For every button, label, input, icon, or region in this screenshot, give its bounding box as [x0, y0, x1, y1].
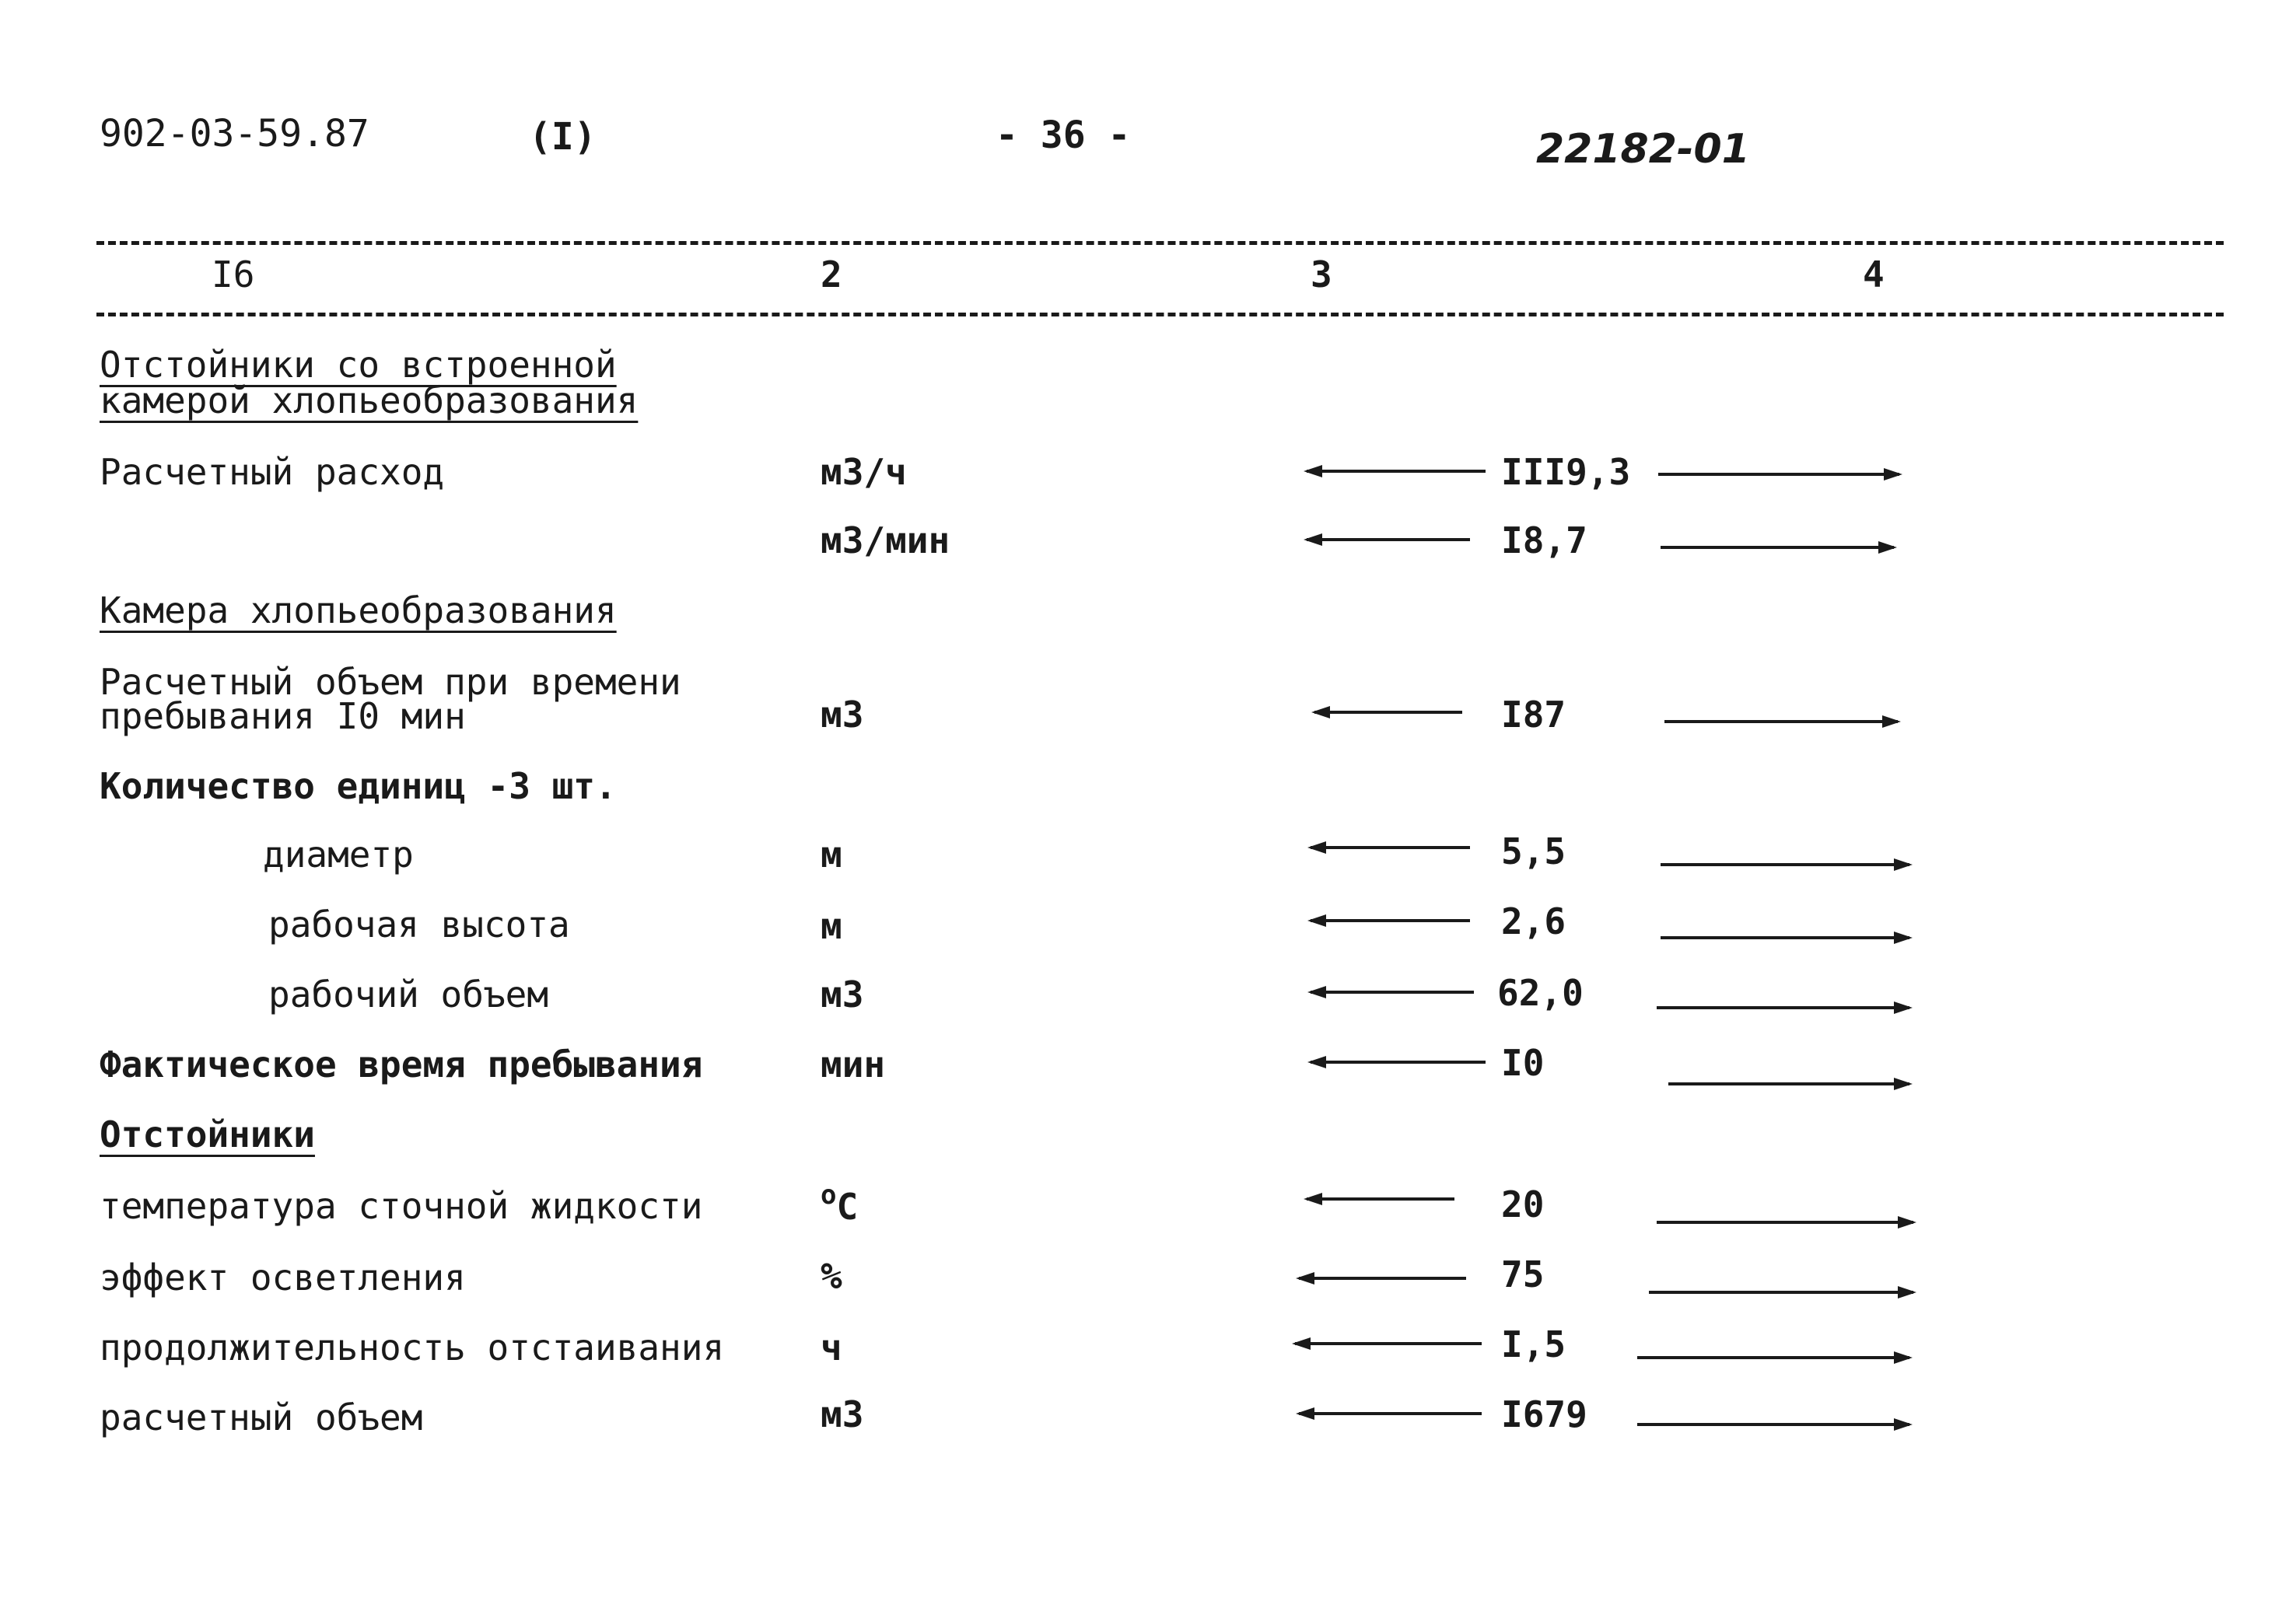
left-arrow-icon	[1299, 1412, 1482, 1415]
left-arrow-icon	[1311, 991, 1474, 994]
row-value: I87	[1501, 694, 1566, 736]
row-unit: м3	[821, 974, 864, 1015]
left-arrow-icon	[1311, 1061, 1486, 1064]
right-arrow-icon	[1637, 1423, 1909, 1426]
row-value: 2,6	[1501, 900, 1566, 942]
row-label: рабочий объем	[268, 974, 549, 1015]
section-title: камерой хлопьеобразования	[100, 379, 639, 421]
archive-stamp-number: 22182-01	[1536, 126, 1750, 173]
row-unit: м3	[821, 1393, 864, 1435]
row-value: 20	[1501, 1183, 1545, 1225]
right-arrow-icon	[1664, 720, 1898, 723]
row-label: продолжительность отстаивания	[100, 1327, 725, 1369]
right-arrow-icon	[1657, 1006, 1909, 1009]
left-arrow-icon	[1311, 919, 1470, 922]
left-arrow-icon	[1314, 711, 1462, 714]
left-arrow-icon	[1307, 538, 1470, 541]
degree-sign: o	[821, 1180, 837, 1211]
left-arrow-icon	[1311, 846, 1470, 849]
row-unit: мин	[821, 1043, 886, 1085]
row-value: 62,0	[1497, 972, 1584, 1014]
header-bottom-rule	[96, 313, 2224, 316]
row-label: Расчетный расход	[100, 451, 445, 493]
section-title: Отстойники со встроенной	[100, 344, 617, 386]
document-code: 902-03-59.87	[100, 112, 369, 156]
row-value: I,5	[1501, 1323, 1566, 1365]
row-label: рабочая высота	[268, 904, 570, 946]
page-number: - 36 -	[996, 114, 1131, 157]
right-arrow-icon	[1657, 1221, 1913, 1224]
right-arrow-icon	[1637, 1356, 1909, 1359]
right-arrow-icon	[1668, 1082, 1909, 1085]
left-arrow-icon	[1295, 1342, 1482, 1345]
right-arrow-icon	[1661, 546, 1894, 549]
row-unit: м3/мин	[821, 519, 950, 561]
row-unit: ч	[821, 1327, 842, 1369]
left-arrow-icon	[1299, 1277, 1466, 1280]
row-label: Фактическое время пребывания	[100, 1043, 703, 1085]
row-value: I0	[1501, 1042, 1545, 1084]
left-arrow-icon	[1307, 1197, 1454, 1201]
document-part: (I)	[529, 115, 597, 159]
column-header-3: 3	[1311, 253, 1332, 295]
row-unit: м3/ч	[821, 451, 907, 493]
column-header-2: 2	[821, 253, 842, 295]
header-top-rule	[96, 241, 2224, 245]
right-arrow-icon	[1658, 473, 1899, 476]
row-value: 75	[1501, 1253, 1545, 1295]
row-label: Количество единиц -3 шт.	[100, 765, 617, 807]
row-value: III9,3	[1501, 451, 1631, 493]
column-header-4: 4	[1863, 253, 1885, 295]
row-value: 5,5	[1501, 830, 1566, 872]
row-value: I679	[1501, 1393, 1587, 1435]
row-label: диаметр	[263, 834, 414, 876]
row-unit: $^o$C	[821, 1180, 859, 1228]
right-arrow-icon	[1661, 863, 1909, 866]
row-unit: м	[821, 834, 842, 876]
left-arrow-icon	[1307, 470, 1486, 473]
row-label: расчетный объем	[100, 1397, 423, 1438]
right-arrow-icon	[1649, 1291, 1913, 1294]
row-unit: м	[821, 905, 842, 947]
row-label: Расчетный объем при времени	[100, 661, 681, 703]
row-label: пребывания I0 мин	[100, 695, 466, 737]
row-unit: м3	[821, 694, 864, 736]
section-title: Камера хлопьеобразования	[100, 589, 617, 631]
row-label: температура сточной жидкости	[100, 1185, 703, 1227]
right-arrow-icon	[1661, 936, 1909, 939]
row-label: эффект осветления	[100, 1257, 466, 1299]
column-header-1: I6	[212, 253, 255, 295]
row-value: I8,7	[1501, 519, 1587, 561]
row-unit: %	[821, 1255, 842, 1297]
section-title: Отстойники	[100, 1113, 315, 1155]
